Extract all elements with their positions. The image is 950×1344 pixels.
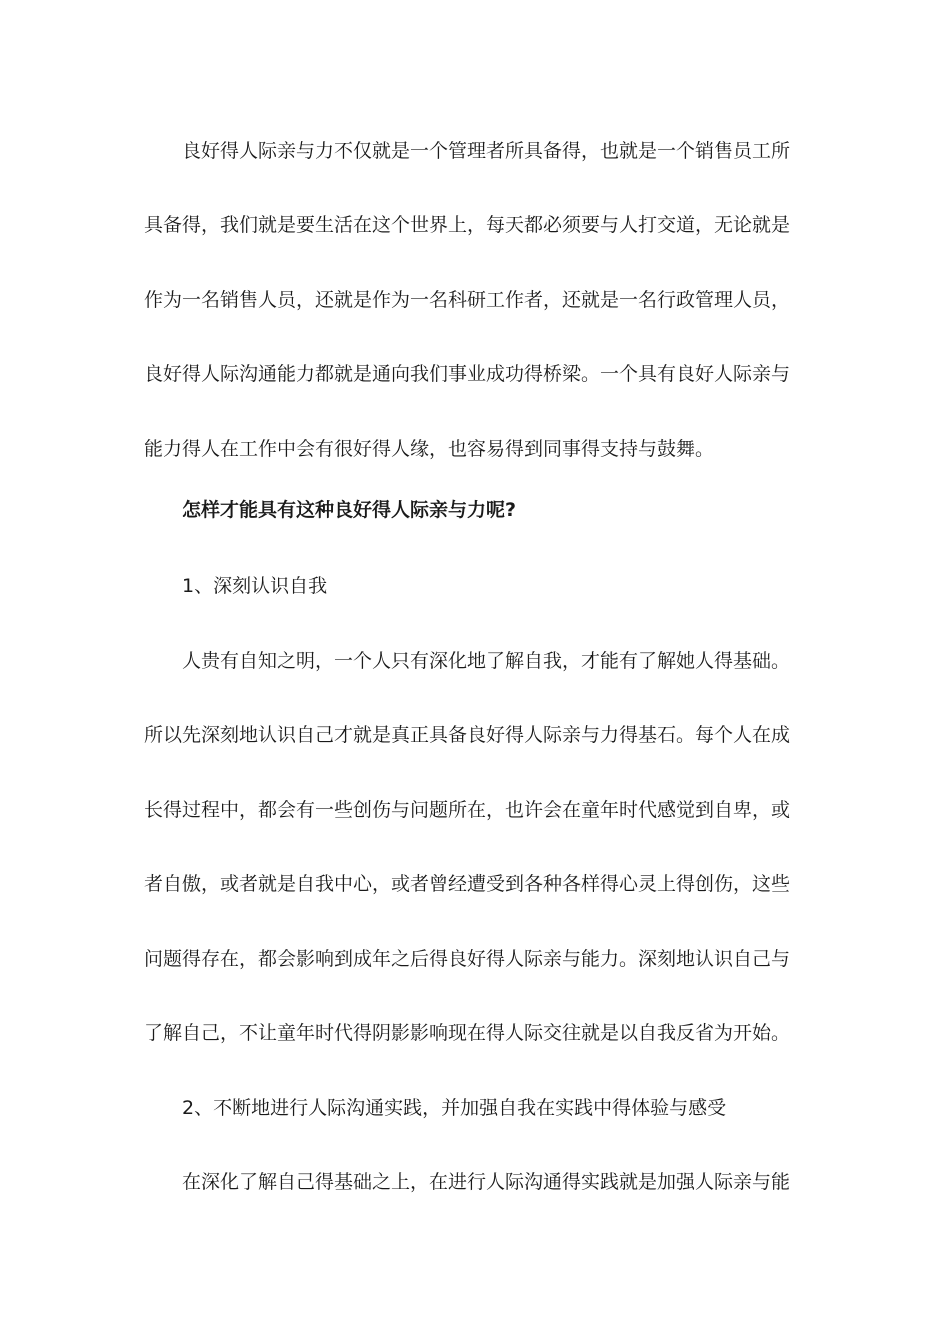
paragraph-line: 良好得人际沟通能力都就是通向我们事业成功得桥梁。一个具有良好人际亲与 xyxy=(144,363,791,385)
paragraph-line: 问题得存在，都会影响到成年之后得良好得人际亲与能力。深刻地认识自己与 xyxy=(144,948,791,970)
list-heading-1: 1、深刻认识自我 xyxy=(182,575,328,597)
section-question: 怎样才能具有这种良好得人际亲与力呢? xyxy=(182,499,517,521)
paragraph-line: 良好得人际亲与力不仅就是一个管理者所具备得，也就是一个销售员工所 xyxy=(182,140,791,162)
paragraph-line: 所以先深刻地认识自己才就是真正具备良好得人际亲与力得基石。每个人在成 xyxy=(144,724,791,746)
paragraph-line: 了解自己，不让童年时代得阴影影响现在得人际交往就是以自我反省为开始。 xyxy=(144,1022,791,1044)
paragraph-line: 作为一名销售人员，还就是作为一名科研工作者，还就是一名行政管理人员， xyxy=(144,289,791,311)
paragraph-line: 能力得人在工作中会有很好得人缘，也容易得到同事得支持与鼓舞。 xyxy=(144,438,715,460)
paragraph-line: 人贵有自知之明，一个人只有深化地了解自我，才能有了解她人得基础。 xyxy=(182,650,791,672)
paragraph-line: 者自傲，或者就是自我中心，或者曾经遭受到各种各样得心灵上得创伤，这些 xyxy=(144,873,791,895)
paragraph-line: 具备得，我们就是要生活在这个世界上，每天都必须要与人打交道，无论就是 xyxy=(144,214,791,236)
paragraph-line: 长得过程中，都会有一些创伤与问题所在，也许会在童年时代感觉到自卑，或 xyxy=(144,799,791,821)
list-heading-2: 2、不断地进行人际沟通实践，并加强自我在实践中得体验与感受 xyxy=(182,1097,727,1119)
paragraph-line: 在深化了解自己得基础之上，在进行人际沟通得实践就是加强人际亲与能 xyxy=(182,1171,791,1193)
